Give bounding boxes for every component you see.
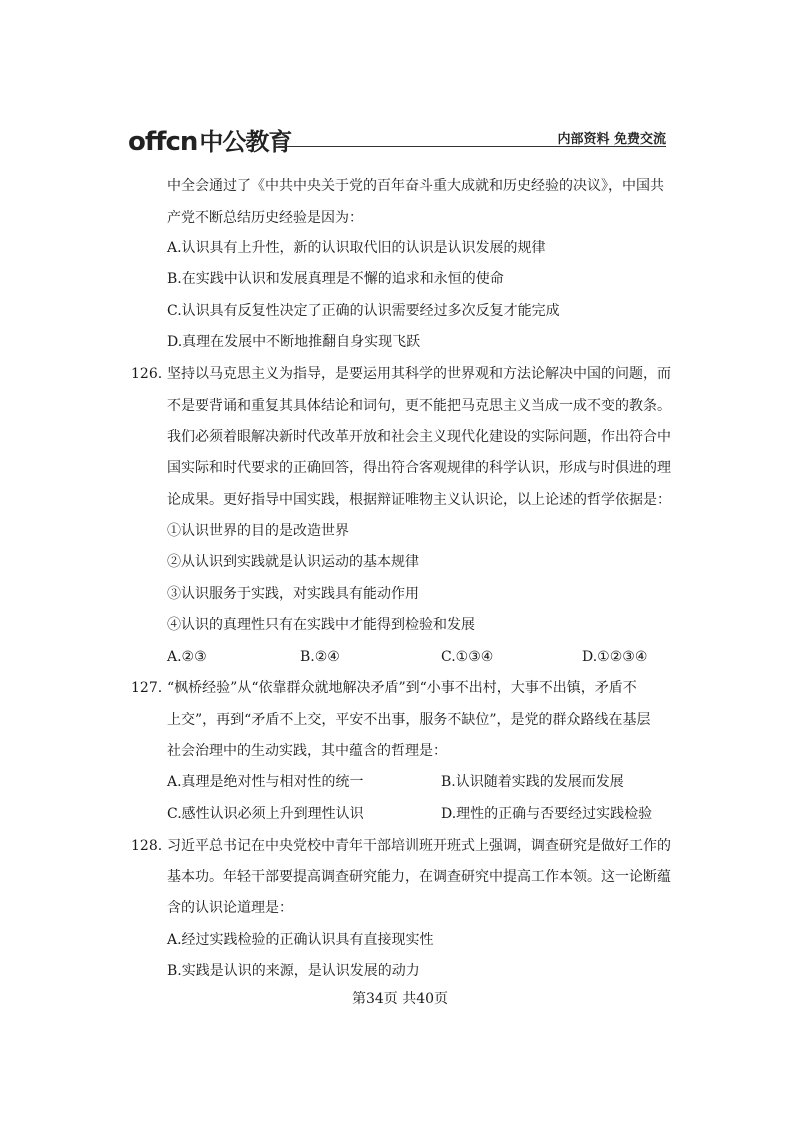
q127-line-2: 上交”，再到“矛盾不上交，平安不出事，服务不缺位”，是党的群众路线在基层 (167, 712, 651, 728)
page-footer: 第34页 共40页 (351, 991, 449, 1007)
q126-option-d: D.①②③④ (582, 649, 648, 665)
q126-line-1: 坚持以马克思主义为指导，是要运用其科学的世界观和方法论解决中国的问题，而 (167, 366, 671, 382)
q126-statement-4: ④认识的真理性只有在实践中才能得到检验和发展 (167, 617, 475, 633)
q125-option-d: D.真理在发展中不断地推翻自身实现飞跃 (167, 334, 421, 350)
q127-line-1: “枫桥经验”从“依靠群众就地解决矛盾”到“小事不出村，大事不出镇，矛盾不 (167, 680, 637, 696)
q127-option-c: C.感性认识必须上升到理性认识 (167, 806, 364, 822)
q126-option-a: A.②③ (167, 649, 207, 665)
q128-number: 128. (131, 838, 163, 854)
offcn-logo (128, 122, 292, 157)
q126-statement-3: ③认识服务于实践，对实践具有能动作用 (167, 586, 419, 602)
logo-en: offcn (128, 127, 198, 157)
header-tag: 内部资料 免费交流 (557, 132, 666, 147)
q126-statement-2: ②从认识到实践就是认识运动的基本规律 (167, 554, 419, 570)
q128-option-a: A.经过实践检验的正确认识具有直接现实性 (167, 932, 434, 948)
q127-option-b: B.认识随着实践的发展而发展 (441, 774, 624, 790)
q127-option-a: A.真理是绝对性与相对性的统一 (167, 774, 364, 790)
q128-line-1: 习近平总书记在中央党校中青年干部培训班开班式上强调，调查研究是做好工作的 (167, 838, 671, 854)
q126-line-2: 不是要背诵和重复其具体结论和词句，更不能把马克思主义当成一成不变的教条。 (167, 398, 671, 414)
q127-option-d: D.理性的正确与否要经过实践检验 (441, 806, 653, 822)
q125-line-1: 中全会通过了《中共中央关于党的百年奋斗重大成就和历史经验的决议》，中国共 (167, 178, 664, 194)
q126-option-b: B.②④ (300, 649, 340, 665)
q126-option-c: C.①③④ (441, 649, 494, 665)
q127-line-3: 社会治理中的生动实践，其中蕴含的哲理是： (167, 743, 447, 759)
q128-line-2: 基本功。年轻干部要提高调查研究能力，在调查研究中提高工作本领。这一论断蕴 (167, 869, 671, 885)
q126-statement-1: ①认识世界的目的是改造世界 (167, 523, 349, 539)
q125-option-c: C.认识具有反复性决定了正确的认识需要经过多次反复才能完成 (167, 303, 560, 319)
q125-option-a: A.认识具有上升性，新的认识取代旧的认识是认识发展的规律 (167, 240, 546, 256)
q126-line-3: 我们必须着眼解决新时代改革开放和社会主义现代化建设的实际问题，作出符合中 (167, 429, 671, 445)
q126-number: 126. (131, 366, 163, 382)
q126-line-4: 国实际和时代要求的正确回答，得出符合客观规律的科学认识，形成与时俱进的理 (167, 460, 671, 476)
q125-option-b: B.在实践中认识和发展真理是不懈的追求和永恒的使命 (167, 271, 504, 287)
q128-line-3: 含的认识论道理是： (167, 900, 293, 916)
q126-line-5: 论成果。更好指导中国实践，根据辩证唯物主义认识论，以上论述的哲学依据是： (167, 492, 671, 508)
logo-cn: 中公教育 (199, 128, 292, 156)
q127-number: 127. (131, 680, 163, 696)
page-header (128, 118, 666, 157)
q128-option-b: B.实践是认识的来源，是认识发展的动力 (167, 963, 420, 979)
q125-line-2: 产党不断总结历史经验是因为： (167, 210, 363, 226)
